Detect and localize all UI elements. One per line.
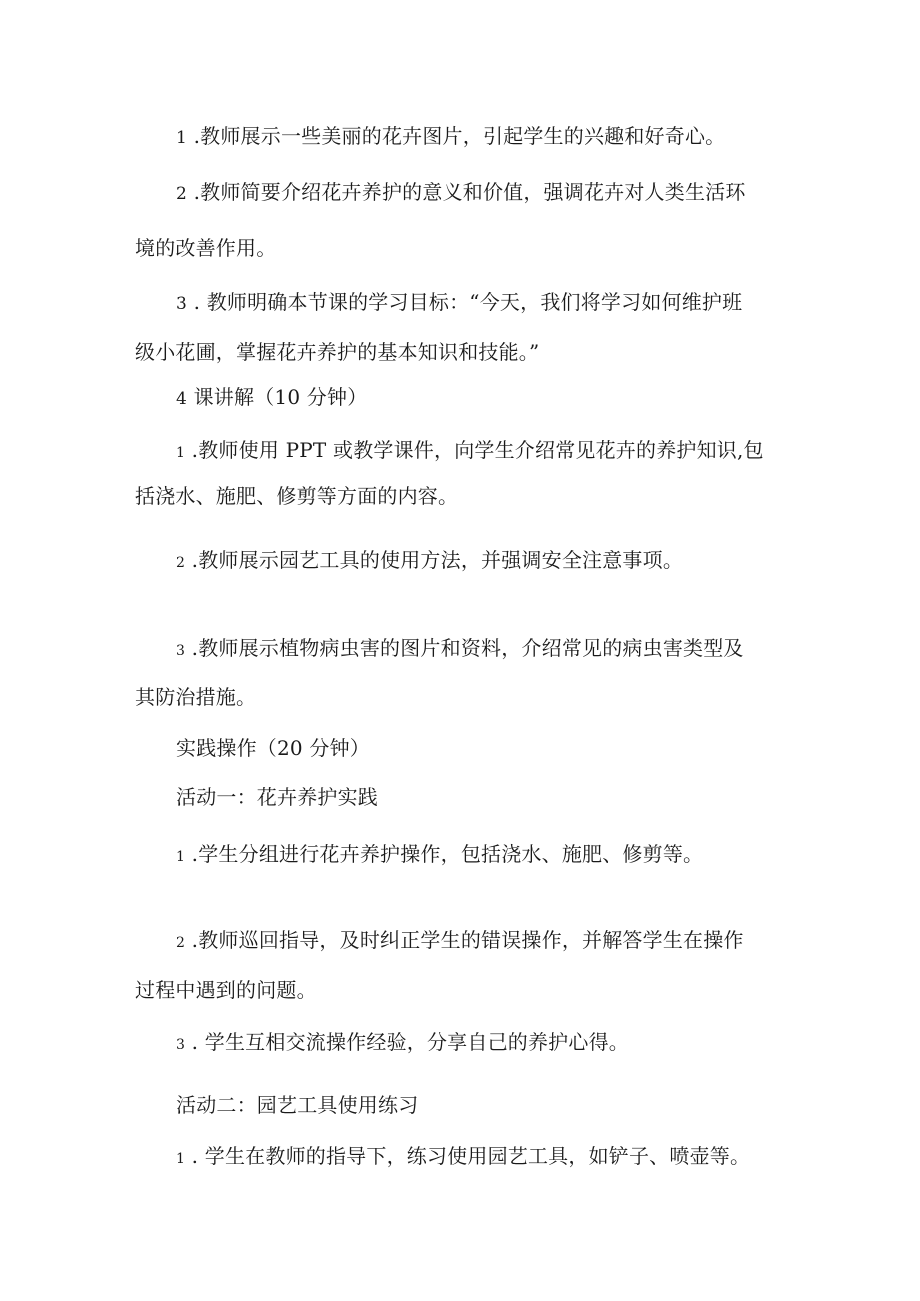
paragraph-line [176, 1144, 750, 1171]
list-number: 2 [176, 555, 186, 571]
line-text: 过程中遇到的问题。 [135, 978, 317, 1002]
paragraph-line [176, 124, 725, 150]
paragraph-line [176, 290, 742, 316]
line-text: 活动一：花卉养护实践 [176, 785, 378, 809]
paragraph-line [176, 385, 367, 411]
line-text: 级小花圃，掌握花卉养护的基本知识和技能。” [135, 340, 540, 364]
line-text: .教师简要介绍花卉养护的意义和价值，强调花卉对人类生活环 [187, 180, 746, 204]
paragraph-line [176, 1030, 629, 1057]
line-text: 括浇水、施肥、修剪等方面的内容。 [135, 484, 459, 508]
paragraph-line [176, 842, 703, 869]
line-text: . 教师明确本节课的学习目标：“今天，我们将学习如何维护班 [187, 290, 743, 314]
list-number: 1 [176, 849, 186, 865]
line-text: .教师展示植物病虫害的图片和资料，介绍常见的病虫害类型及 [185, 636, 744, 660]
list-number: 4 [176, 389, 188, 409]
list-number: 3 [176, 643, 186, 659]
line-text: 实践操作（20 分钟） [176, 736, 371, 760]
line-text: .教师展示一些美丽的花卉图片，引起学生的兴趣和好奇心。 [187, 124, 726, 148]
list-number: 3 [176, 294, 188, 314]
paragraph-line [135, 685, 256, 709]
line-text: 境的改善作用。 [135, 236, 277, 260]
list-number: 1 [176, 445, 186, 461]
line-text: .学生分组进行花卉养护操作，包括浇水、施肥、修剪等。 [185, 842, 704, 866]
activity-heading [176, 1093, 418, 1117]
line-text: . 学生在教师的指导下，练习使用园艺工具，如铲子、喷壶等。 [185, 1144, 751, 1168]
activity-heading [176, 785, 378, 809]
line-text: . 学生互相交流操作经验，分享自己的养护心得。 [185, 1030, 629, 1054]
list-number: 1 [176, 1151, 186, 1167]
paragraph-line [176, 548, 683, 575]
paragraph-line [135, 340, 539, 364]
line-text: 其防治措施。 [135, 685, 257, 709]
paragraph-line [135, 484, 458, 508]
list-number: 3 [176, 1037, 186, 1053]
paragraph-line [176, 180, 746, 206]
list-number: 2 [176, 935, 186, 951]
list-number: 2 [176, 184, 188, 204]
list-number: 1 [176, 128, 188, 148]
section-heading [176, 736, 370, 760]
line-text: 课讲解（10 分钟） [187, 385, 368, 409]
paragraph-line [176, 928, 744, 955]
line-text: .教师巡回指导，及时纠正学生的错误操作，并解答学生在操作 [185, 928, 744, 952]
paragraph-line [176, 636, 744, 663]
line-text: .教师展示园艺工具的使用方法，并强调安全注意事项。 [185, 548, 684, 572]
paragraph-line [176, 438, 764, 465]
line-text: 活动二：园艺工具使用练习 [176, 1093, 419, 1117]
line-text: .教师使用 PPT 或教学课件，向学生介绍常见花卉的养护知识,包 [185, 438, 764, 462]
paragraph-line [135, 236, 276, 260]
paragraph-line [135, 978, 317, 1002]
